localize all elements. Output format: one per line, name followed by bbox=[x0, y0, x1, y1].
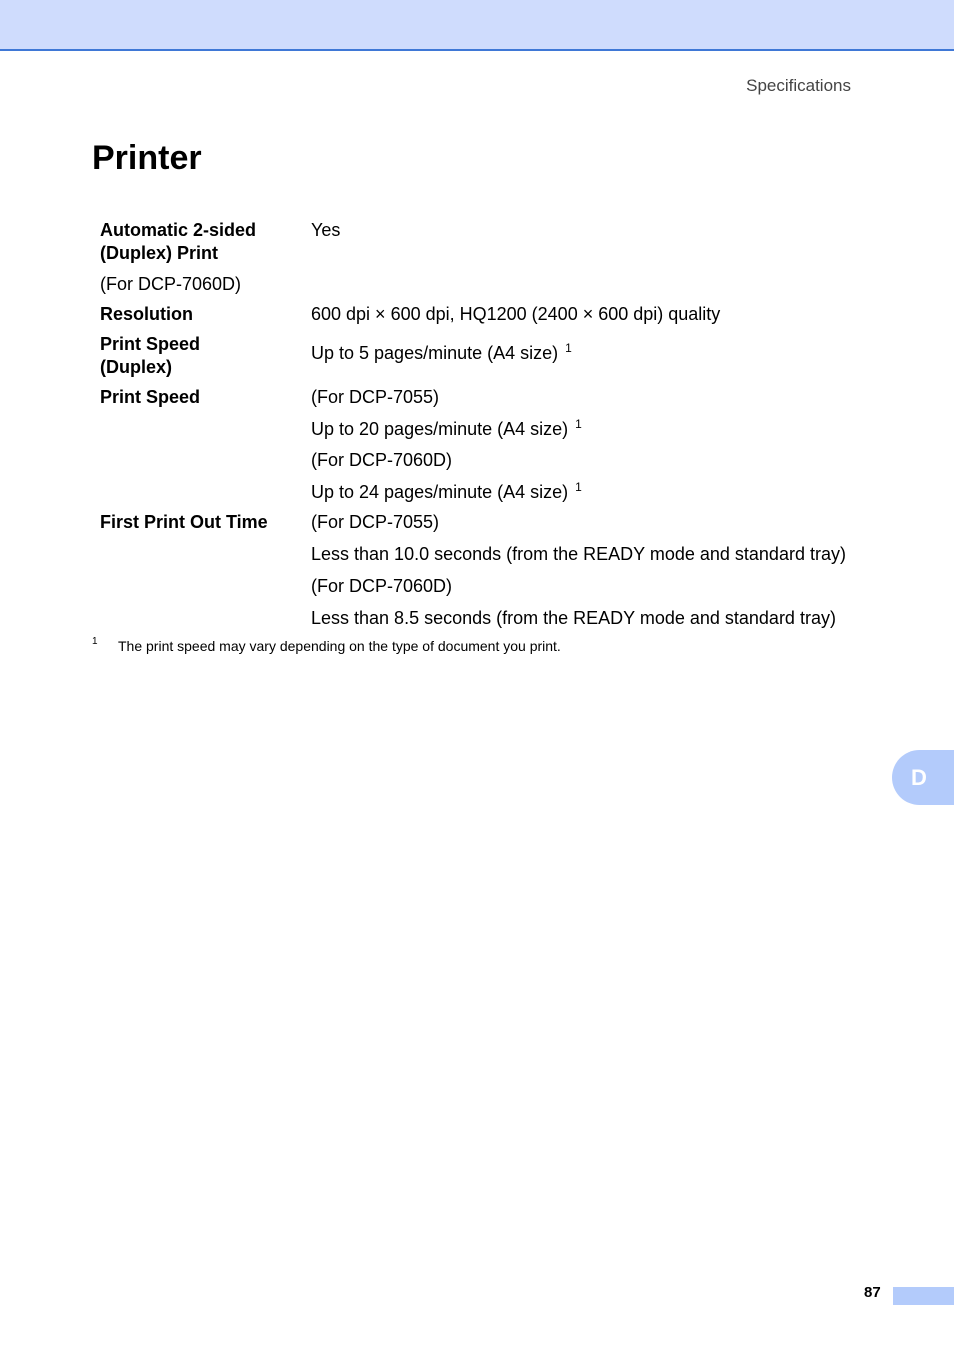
footnote bbox=[92, 636, 561, 658]
spec-row-print-speed bbox=[100, 386, 890, 504]
page-number: 87 bbox=[864, 1284, 881, 1301]
footnote-ref: 1 bbox=[575, 480, 582, 494]
spec-row-duplex-print bbox=[100, 219, 890, 296]
spec-value-model: (For DCP-7055) bbox=[311, 387, 440, 407]
spec-value-text: Up to 20 pages/minute (A4 size) bbox=[311, 419, 569, 439]
spec-value bbox=[311, 511, 890, 630]
footnote-ref: 1 bbox=[575, 417, 582, 431]
spec-value bbox=[311, 219, 890, 296]
section-label: Specifications bbox=[746, 76, 851, 95]
spec-value-model: (For DCP-7060D) bbox=[311, 576, 453, 596]
chapter-tab bbox=[892, 750, 954, 805]
spec-value-line: Less than 8.5 seconds (from the READY mode and standard tray) bbox=[311, 608, 836, 628]
spec-label-line: Print Speed bbox=[100, 387, 201, 407]
spec-row-resolution bbox=[100, 303, 890, 326]
spec-value-line bbox=[311, 413, 890, 441]
spec-value-line: Less than 10.0 seconds (from the READY mode and standard tray) bbox=[311, 544, 846, 564]
spec-value-line bbox=[311, 337, 890, 365]
spec-label-line: First Print Out Time bbox=[100, 512, 268, 532]
spec-value bbox=[311, 333, 890, 379]
spec-value-line bbox=[311, 476, 890, 504]
spec-label bbox=[100, 386, 311, 504]
spec-value-line: 600 dpi × 600 dpi, HQ1200 (2400 × 600 dpi) quality bbox=[311, 304, 721, 324]
header-band bbox=[0, 0, 954, 51]
spec-label-line: Automatic 2-sided bbox=[100, 220, 257, 240]
spec-value-model: (For DCP-7060D) bbox=[311, 450, 453, 470]
chapter-tab-letter: D bbox=[911, 764, 927, 790]
spec-label bbox=[100, 333, 311, 379]
spec-label-line: Print Speed bbox=[100, 334, 201, 354]
spec-label-line: (Duplex) bbox=[100, 357, 172, 377]
spec-value-model: (For DCP-7055) bbox=[311, 512, 440, 532]
spec-row-print-speed-duplex bbox=[100, 333, 890, 379]
spec-label bbox=[100, 219, 311, 296]
spec-label bbox=[100, 303, 311, 326]
spec-value-line: Yes bbox=[311, 220, 341, 240]
spec-value bbox=[311, 386, 890, 504]
spec-table bbox=[100, 219, 890, 637]
page-title: Printer bbox=[92, 139, 202, 177]
page-number-bar bbox=[893, 1287, 954, 1305]
spec-label-model: (For DCP-7060D) bbox=[100, 274, 242, 294]
spec-row-first-print-out-time bbox=[100, 511, 890, 630]
spec-value-text: Up to 24 pages/minute (A4 size) bbox=[311, 482, 569, 502]
spec-value-text: Up to 5 pages/minute (A4 size) bbox=[311, 343, 559, 363]
spec-label bbox=[100, 511, 311, 630]
spec-label-line: (Duplex) Print bbox=[100, 243, 219, 263]
footnote-ref: 1 bbox=[565, 341, 572, 355]
spec-value bbox=[311, 303, 890, 326]
footnote-text: The print speed may vary depending on the type of document you print. bbox=[118, 638, 561, 654]
spec-label-line: Resolution bbox=[100, 304, 193, 324]
footnote-mark: 1 bbox=[92, 636, 98, 647]
